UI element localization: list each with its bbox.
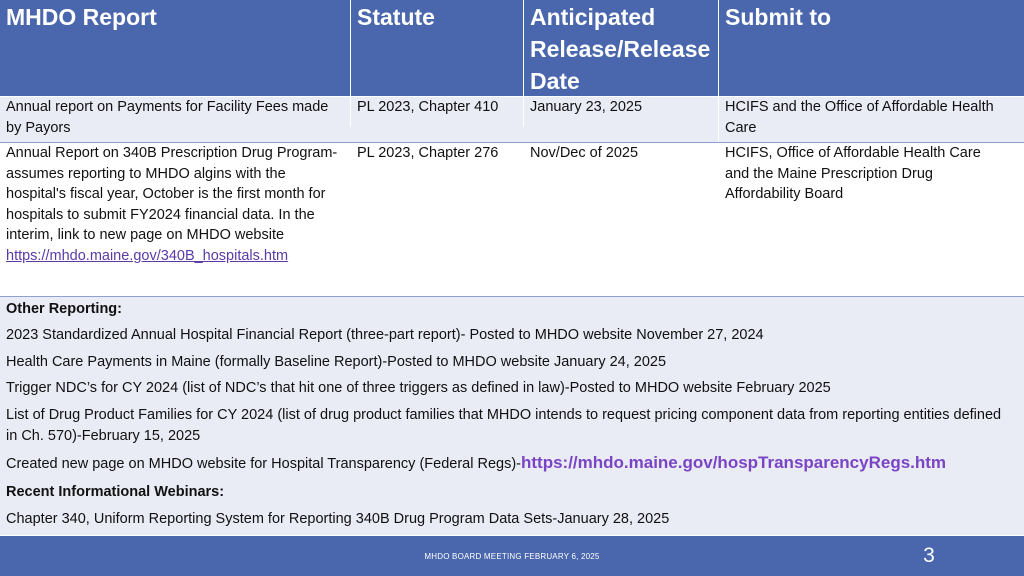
header-report-label: MHDO Report (6, 4, 157, 30)
other-reporting-section (0, 297, 1024, 535)
row2-report-text: Annual Report on 340B Prescription Drug Program-assumes reporting to MHDO algins with the hospital's fiscal year, October is the first month for hospitals to submit FY2024 financial data. In the interim, link to new page on MHDO website (6, 145, 338, 243)
row1-report: Annual report on Payments for Facility Fees made by Payors (6, 99, 329, 136)
header-release (524, 0, 718, 96)
header-statute-label: Statute (357, 4, 435, 30)
column-divider (523, 97, 524, 127)
header-submit-label: Submit to (725, 4, 832, 30)
row1-submit: HCIFS and the Office of Affordable Health Care (725, 99, 994, 136)
other-item: Health Care Payments in Maine (formally Baseline Report)-Posted to MHDO website January 24, 2025 (6, 354, 667, 370)
row2-submit: HCIFS, Office of Affordable Health Care and the Maine Prescription Drug Affordability Board (725, 145, 981, 202)
header-release-line2: Release/Release (530, 36, 711, 62)
row2-release: Nov/Dec of 2025 (530, 145, 639, 161)
row1-release: January 23, 2025 (530, 99, 643, 115)
header-release-line1: Anticipated (530, 4, 656, 30)
row2-report (0, 143, 350, 266)
other-item: 2023 Standardized Annual Hospital Financial Report (three-part report)- Posted to MHDO website November 27, 2024 (6, 327, 764, 343)
header-statute (351, 0, 523, 96)
header-release-line3: Date (530, 68, 580, 94)
header-report (0, 0, 350, 96)
footer-caption: MHDO BOARD MEETING FEBRUARY 6, 2025 (424, 552, 600, 561)
other-item: List of Drug Product Families for CY 2024 (list of drug product families that MHDO intends to request pricing component data from reporting entities defined in Ch. 570)-February 15, 2025 (6, 407, 1002, 444)
row1-statute: PL 2023, Chapter 410 (357, 99, 499, 115)
webinars-heading: Recent Informational Webinars: (6, 484, 225, 500)
webinar-item: Chapter 340, Uniform Reporting System for Reporting 340B Drug Program Data Sets-January 28, 2025 (6, 511, 670, 527)
footer-bar (0, 536, 1024, 576)
header-submit (719, 0, 1024, 96)
column-divider (350, 97, 351, 127)
row2-statute: PL 2023, Chapter 276 (357, 145, 499, 161)
other-item: Trigger NDC’s for CY 2024 (list of NDC’s that hit one of three triggers as defined in law)-Posted to MHDO website February 2025 (6, 380, 831, 396)
transparency-text: Created new page on MHDO website for Hospital Transparency (Federal Regs)- (6, 456, 521, 472)
page-number: 3 (923, 544, 935, 567)
row2-report-link[interactable]: https://mhdo.maine.gov/340B_hospitals.htm (6, 247, 289, 264)
transparency-line (6, 453, 1010, 475)
transparency-link[interactable]: https://mhdo.maine.gov/hospTransparencyRegs.htm (520, 453, 947, 472)
other-reporting-heading: Other Reporting: (6, 301, 122, 317)
column-divider (718, 97, 719, 142)
